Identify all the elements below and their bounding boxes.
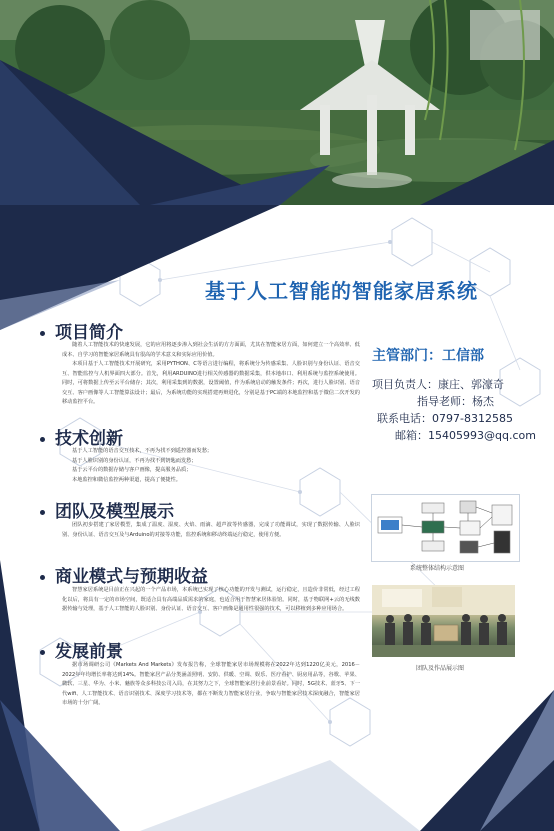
section-heading-outlook: 发展前景 xyxy=(40,637,123,662)
section-body-business xyxy=(62,586,360,615)
bullet-icon xyxy=(40,331,45,336)
contact-email: 邮箱：15405993@qq.com xyxy=(395,429,536,442)
list-item: 基于人脸识别的身份认证，不再为找不到钥匙而发愁； xyxy=(72,457,197,464)
list-item: 基于人工智能的语音交互技术，不再为找不到遥控器而发愁； xyxy=(72,448,213,454)
section-body-intro xyxy=(62,341,360,408)
diagram-caption: 系统整体结构示意图 xyxy=(410,565,465,572)
section-body-team xyxy=(62,521,360,540)
paragraph: 智慧家居系统是目前正在兴起的一个产品市场，本系统已实现了核心功能的开发与测试，运行稳定，且造价非常低，经过工程化以后，将具有一定的市场空间，既适合具有高端品质需求的家庭，也适合用于智慧家居体验馆。同时，基于物联网+云的无线数据传输与处理，基于人工智能的人脸识别、身份认证、语音交互、客户画像是通用性很强的技术，可以移植到多种应用场合。 xyxy=(62,587,360,612)
paragraph: 团队初步搭建了家居模型，集成了温度、湿度、火焰、雨滴、超声波等传感器，完成了功能调试，实现了数据传输、人脸识别、身份认证、语音交互及与Arduino的对接等功能，监控系统和移动终端运行稳定，使用方便。 xyxy=(62,522,360,538)
paragraph: 随着人工智能技术的快速发展，它的应用将逐步渗入到社会生活的方方面面，尤其在智能家居方面，如何建立一个高效率、低成本、自学习的智能家居系统具有很高的学术意义和实际应用价值。 xyxy=(62,342,360,358)
section-body-outlook xyxy=(62,661,360,709)
team-caption: 团队及作品展示图 xyxy=(416,665,465,672)
section-body-innovation xyxy=(72,447,322,485)
system-structure-diagram xyxy=(371,494,520,562)
department: 主管部门：工信部 xyxy=(372,348,484,364)
bullet-icon xyxy=(40,437,45,442)
paragraph: 据市场调研公司《Markets And Markets》发布报告称，全球智能家居市场规模将在2022年达到1220亿美元，2016－2022年年均增长率将达到14%。智能家居产品分类涵盖照明、安防、供暖、空调、娱乐、医疗看护、厨房用品等，谷歌、苹果、微软、三星、华为、小米、魅族等众多科技公司入局，在其努力之下，全球智能家居行业前景看好。同时，5G技术、蓝牙5、下一代wifi、人工智能技术、语音识别技术、深度学习技术等，都在不断发力智能家居行业，争取与智能家居技术深度融合，智能家居市场的十分广阔。 xyxy=(62,662,360,706)
list-item: 本地监控和微信监控两种渠道，提高了便捷性。 xyxy=(72,476,181,483)
poster-title: 基于人工智能的智能家居系统 xyxy=(205,279,478,303)
team-photo xyxy=(372,585,515,657)
project-leaders: 项目负责人：康庄、郭濠奇 xyxy=(372,378,504,391)
bullet-icon xyxy=(40,650,45,655)
system-diagram-image xyxy=(372,495,519,561)
advisor: 指导老师：杨杰 xyxy=(417,395,494,408)
contact-phone: 联系电话：0797-8312585 xyxy=(377,412,513,425)
bullet-icon xyxy=(40,575,45,580)
section-heading-intro: 项目简介 xyxy=(40,318,123,343)
section-heading-business: 商业模式与预期收益 xyxy=(40,562,208,587)
list-item: 基于云平台的数据存储与客户画像，提高服务品质； xyxy=(72,467,192,473)
team-photo-image xyxy=(372,585,515,657)
section-heading-innovation: 技术创新 xyxy=(40,424,123,449)
paragraph: 本项目基于人工智能技术开展研究，采用PYTHON、C等语言进行编程，将系统分为传感采集、人脸识别与身份认证、语音交互、智能监控与人机界面四大部分。首先，利用ARDUINO进行相关传感器的数据采集，供本地串口、利用系统与监控系统使用。同时，可将数据上传至云平台储存；其次，利用采集到的数据，设置阈值，作为系统启动的触发条件；再次，进行人脸识别、语音交互、客户画像等人工智能算法设计；最后，为系统功能的实现搭建再辩进化，分别是基于PC端的本地监控和基于微信二次开发的移动监控平台。 xyxy=(62,361,360,405)
section-heading-team: 团队及模型展示 xyxy=(40,497,174,522)
bullet-icon xyxy=(40,510,45,515)
